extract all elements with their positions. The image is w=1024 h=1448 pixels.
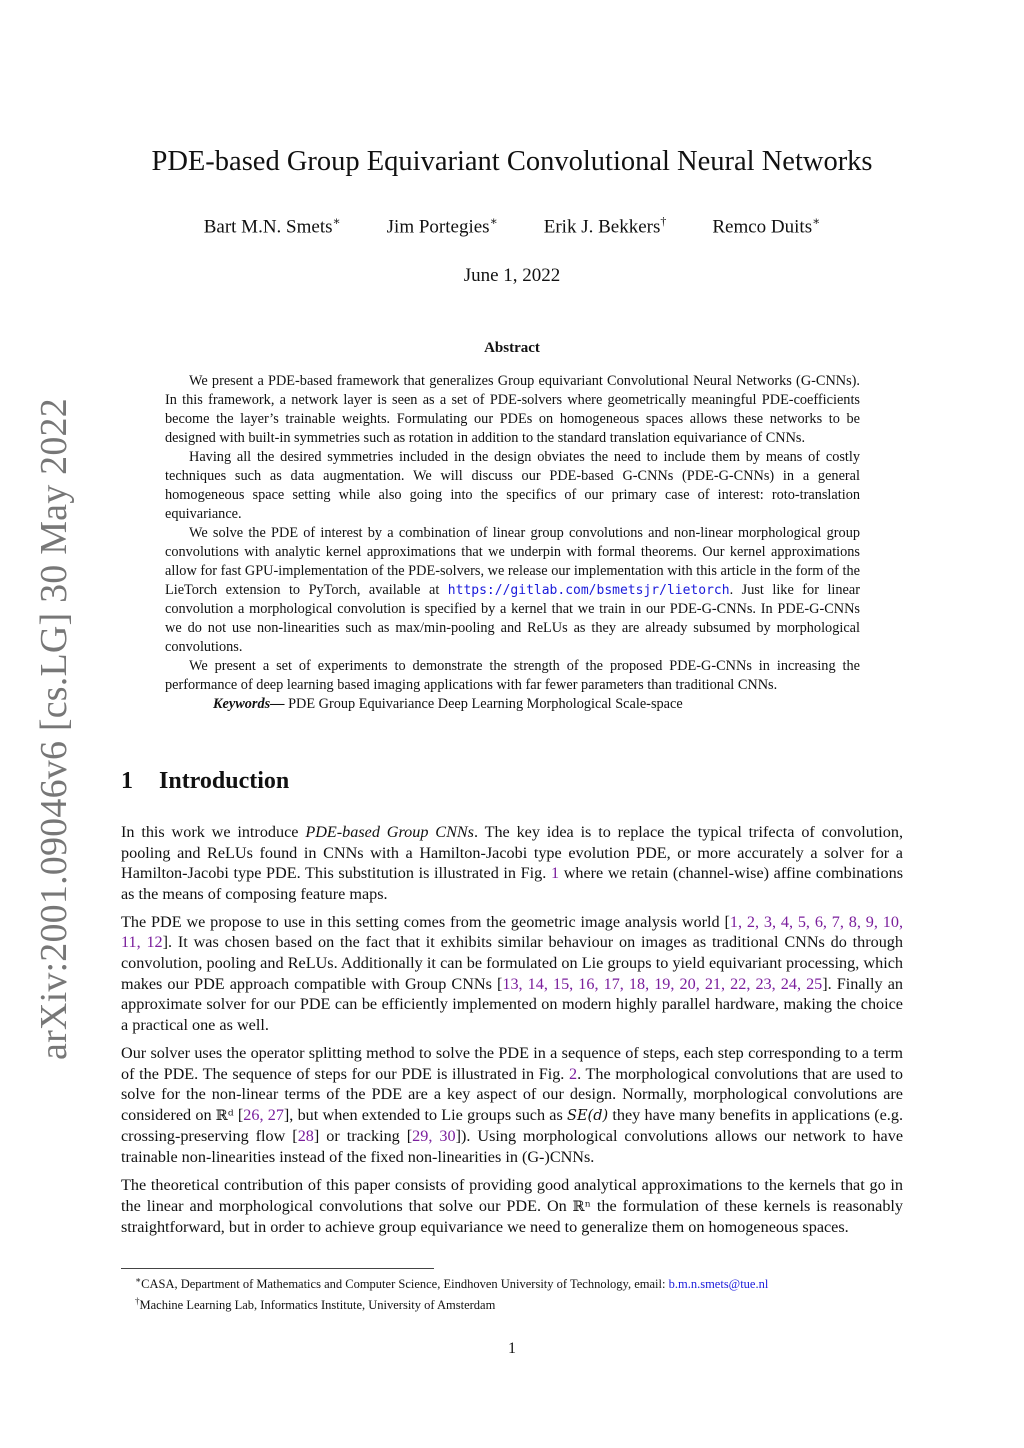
author: Erik J. Bekkers† xyxy=(543,214,667,238)
author: Remco Duits∗ xyxy=(712,214,821,238)
intro-paragraph: The theoretical contribution of this paper consists of providing good analytical approximations to the kernels that go in the linear and morphological convolutions that solve our PDE. On ℝⁿ the formulation of these kernels is reasonably straightforward, but in order to achieve group equivariance we need to generalize them on homogeneous spaces. xyxy=(121,1176,904,1237)
citation-group[interactable]: 29, 30 xyxy=(412,1127,456,1146)
abstract-paragraph: We solve the PDE of interest by a combination of linear group convolutions and non-linear morphological group convolutions with analytic kernel approximations that we underpin with formal theorems. Our kernel approximations allow for fast GPU-implementation of the PDE-solvers, we release our implementation with this article in the form of the LieTorch extension to PyTorch, available at https://gitlab.com/bsmetsjr/lietorch. Just like for linear convolution a morphological convolution is specified by a kernel that we train in our PDE-G-CNNs. In PDE-G-CNNs we do not use non-linearities such as max/min-pooling and ReLUs as they are already subsumed by morphological convolutions. xyxy=(165,525,861,655)
lietorch-link[interactable]: https://gitlab.com/bsmetsjr/lietorch xyxy=(447,583,730,598)
keywords-line: Keywords— PDE Group Equivariance Deep Learning Morphological Scale-space xyxy=(213,696,683,712)
author: Bart M.N. Smets∗ xyxy=(203,214,341,238)
email-link[interactable]: b.m.n.smets@tue.nl xyxy=(668,1277,769,1292)
footnote: †Machine Learning Lab, Informatics Institute, University of Amsterdam xyxy=(135,1296,496,1313)
arxiv-identifier: arXiv:2001.09046v6 [cs.LG] 30 May 2022 xyxy=(33,398,75,1060)
section-number: 1 xyxy=(121,768,133,794)
math-symbol: ℝⁿ xyxy=(572,1198,591,1215)
footnote: ∗CASA, Department of Mathematics and Computer Science, Eindhoven University of Technology, email: b.m.n.smets@tue.nl xyxy=(135,1275,769,1292)
citation-group[interactable]: 26, 27 xyxy=(243,1105,284,1124)
citation-group[interactable]: 13, 14, 15, 16, 17, 18, 19, 20, 21, 22, 23, 24, 25 xyxy=(502,974,823,993)
intro-paragraph: The PDE we propose to use in this setting comes from the geometric image analysis world [1, 2, 3, 4, 5, 6, 7, 8, 9, 10, 11, 12]. It was chosen based on the fact that it exhibits similar behaviour on images as traditional CNNs do through convolution, pooling and ReLUs. Additionally it can be formulated on Lie groups to yield equivariant processing, which makes our PDE approach compatible with Group CNNs [13, 14, 15, 16, 17, 18, 19, 20, 21, 22, 23, 24, 25]. Finally an approximate solver for our PDE can be efficiently implemented on modern highly parallel hardware, making the choice a practical one as well. xyxy=(121,912,904,1034)
figure-reference[interactable]: 2 xyxy=(569,1064,578,1083)
citation-group[interactable]: 28 xyxy=(297,1127,314,1146)
paper-date: June 1, 2022 xyxy=(463,265,561,286)
paper-title: PDE-based Group Equivariant Convolutional Neural Networks xyxy=(151,146,873,177)
section-title: Introduction xyxy=(159,768,290,794)
abstract-heading: Abstract xyxy=(484,340,540,356)
math-symbol: ℝᵈ xyxy=(215,1107,234,1124)
section-heading xyxy=(121,768,289,795)
citation-group[interactable]: 1, 2, 3, 4, 5, 6, 7, 8, 9, 10, 11, 12 xyxy=(121,912,904,952)
intro-paragraph: Our solver uses the operator splitting method to solve the PDE in a sequence of steps, each step corresponding to a term of the PDE. The sequence of steps for our PDE is illustrated in Fig. 2. The morphological convolutions that are used to solve for the non-linear terms of the PDE are a key aspect of our design. Normally, morphological convolutions are considered on ℝᵈ [26, 27], but when extended to Lie groups such as SE(d) they have many benefits in applications (e.g. crossing-preserving flow [28] or tracking [29, 30]). Using morphological convolutions allows our network to have trainable non-linearities instead of the fixed non-linearities in (G-)CNNs. xyxy=(121,1043,904,1166)
intro-paragraph: In this work we introduce PDE-based Group CNNs. The key idea is to replace the typical trifecta of convolution, pooling and ReLUs found in CNNs with a Hamilton-Jacobi type evolution PDE, or more accurately a solver for a Hamilton-Jacobi type PDE. This substitution is illustrated in Fig. 1 where we retain (channel-wise) affine combinations as the means of composing feature maps. xyxy=(121,823,904,903)
abstract-paragraph: We present a PDE-based framework that generalizes Group equivariant Convolutional Neural Networks (G-CNNs). In this framework, a network layer is seen as a set of PDE-solvers where geometrically meaningful PDE-coefficients become the layer’s trainable weights. Formulating our PDEs on homogeneous spaces allows these networks to be designed with built-in symmetries such as rotation in addition to the standard translation equivariance of CNNs. xyxy=(165,373,860,446)
figure-reference[interactable]: 1 xyxy=(550,864,560,883)
author-list xyxy=(0,214,1024,238)
math-symbol: SE(d) xyxy=(567,1107,609,1124)
abstract-paragraph: We present a set of experiments to demonstrate the strength of the proposed PDE-G-CNNs in increasing the performance of deep learning based imaging applications with far fewer parameters than traditional CNNs. xyxy=(165,658,860,693)
abstract-paragraph: Having all the desired symmetries included in the design obviates the need to include them by means of costly techniques such as data augmentation. We will discuss our PDE-based G-CNNs (PDE-G-CNNs) in a general homogeneous space setting while also going into the specifics of our primary case of interest: roto-translation equivariance. xyxy=(165,449,860,522)
footnotes xyxy=(135,1272,905,1314)
abstract-body xyxy=(165,372,860,714)
author: Jim Portegies∗ xyxy=(386,214,498,238)
page-number: 1 xyxy=(508,1340,516,1357)
introduction-body xyxy=(121,822,903,1245)
footnote-divider xyxy=(121,1268,434,1269)
